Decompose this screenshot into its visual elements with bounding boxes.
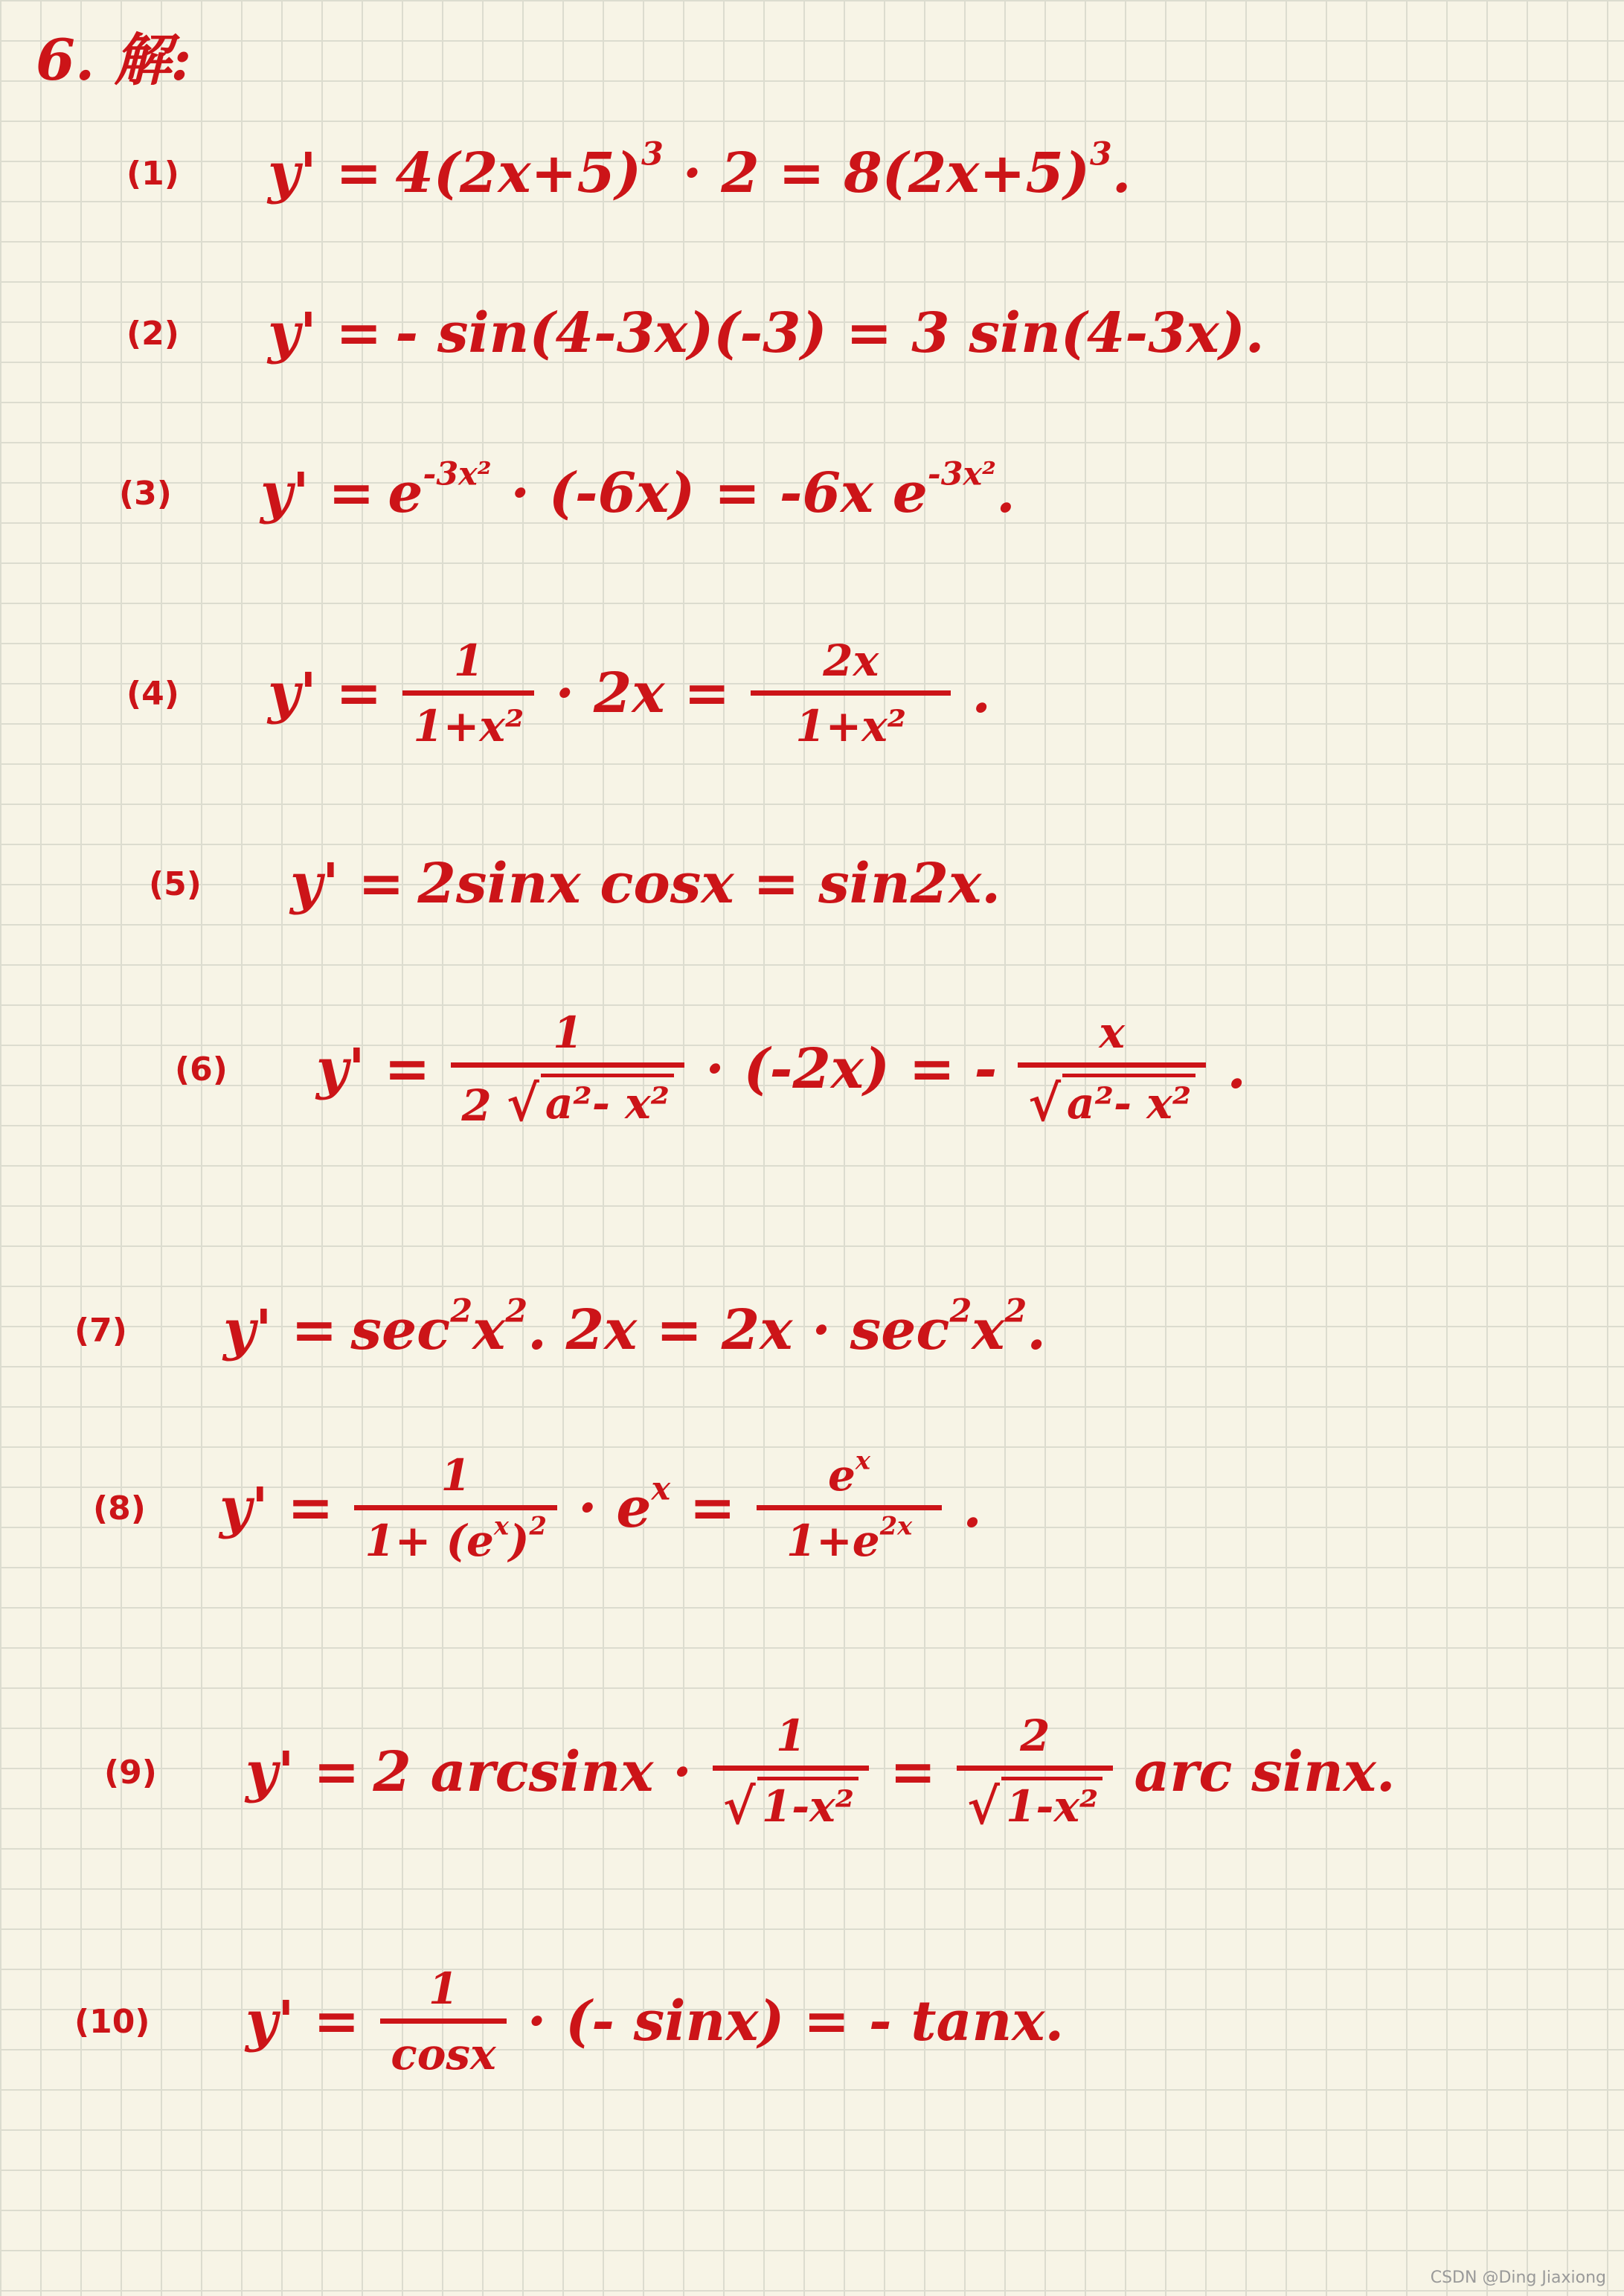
fraction: x √ a²- x² [1010,1008,1213,1130]
expression: $e^{-3x^2} \cdot (-6x) = -6x$ $e^{-3x^2}$. [388,455,1015,525]
fraction: 2 √ 1-x² [949,1711,1120,1833]
problem-label: (6) [175,1050,228,1088]
problem-7 [74,1292,1047,1362]
problem-4 [126,636,991,751]
derivative-symbol: y' = [290,852,405,916]
problem-label: (7) [74,1311,127,1350]
square-root: √ 1-x² [723,1777,858,1832]
fraction: $\frac{1}{\text{1+x²}}$ [395,636,542,751]
problem-label: (4) [126,674,179,713]
fraction: $\frac{e^x}{1+e^{2x}}$ [749,1451,949,1565]
derivative-symbol: y' = [268,301,382,365]
fraction: 1 √ 1-x² [705,1711,876,1833]
derivative-symbol: y' = [260,461,375,525]
expression: $\frac{1}{\cos x}$ · (- sinx) = - tanx. [373,1964,1064,2079]
fraction: $\frac{2x}{\text{1+x²}}$ [743,636,958,751]
watermark: CSDN @Ding Jiaxiong [1430,2268,1606,2287]
heading [36,15,191,96]
expression: $\frac{1}{1+ (e^x)^2}$ · $e^x$ = $\frac{e^x}{1+e^{2x}}$ . [347,1451,981,1565]
square-root: √ 1-x² [967,1777,1103,1832]
derivative-symbol: y' = [223,1298,338,1362]
solution-label: 解: [114,27,192,93]
expression: $\sec^2x^2$. $2x = 2x \cdot \sec^2x^2$. [350,1292,1047,1362]
derivative-symbol: y' = [245,1740,360,1805]
expression: 2sinx cosx = sin2x. [417,852,1001,916]
problem-6 [175,1008,1246,1130]
square-root: √ a²- x² [507,1074,674,1129]
problem-10 [74,1964,1064,2079]
fraction: 1 2 √ a²- x² [443,1008,692,1130]
square-root: √ a²- x² [1028,1074,1195,1129]
problem-5 [149,852,1001,916]
fraction: $\frac{1}{\cos x}$ [373,1964,513,2079]
expression: 2 arcsinx · 1 √ 1-x² = 2 √ 1-x² arc sinx. [373,1710,1396,1835]
derivative-symbol: y' = [268,661,382,726]
problem-label: (3) [119,474,172,513]
problem-1 [126,135,1132,205]
problem-3 [119,455,1015,525]
problem-label: (8) [93,1489,146,1527]
expression: $4(2x+5)^3 \cdot 2 = 8(2x+5)^3$. [395,135,1132,205]
expression: 1 2 √ a²- x² · (-2x) = - x √ a²- x² . [443,1008,1246,1130]
problem-label: (10) [74,2002,150,2041]
problem-label: (9) [104,1753,157,1792]
derivative-symbol: y' = [219,1476,334,1541]
derivative-symbol: y' = [268,141,382,205]
problem-number: 6. [36,27,95,93]
problem-label: (5) [149,865,202,903]
expression: $\frac{1}{\text{1+x²}}$ · 2x = $\frac{2x}{\text{1+x²}}$ . [395,636,991,751]
fraction: $\frac{1}{1+ (e^x)^2}$ [347,1451,564,1565]
problem-label: (2) [126,314,179,353]
expression: - sin(4-3x)(-3) = 3 sin(4-3x). [395,301,1265,365]
problem-2 [126,301,1265,365]
problem-9 [104,1711,1396,1833]
derivative-symbol: y' = [245,1989,360,2054]
problem-8 [93,1445,982,1566]
problem-label: (1) [126,154,179,193]
derivative-symbol: y' = [316,1037,431,1102]
